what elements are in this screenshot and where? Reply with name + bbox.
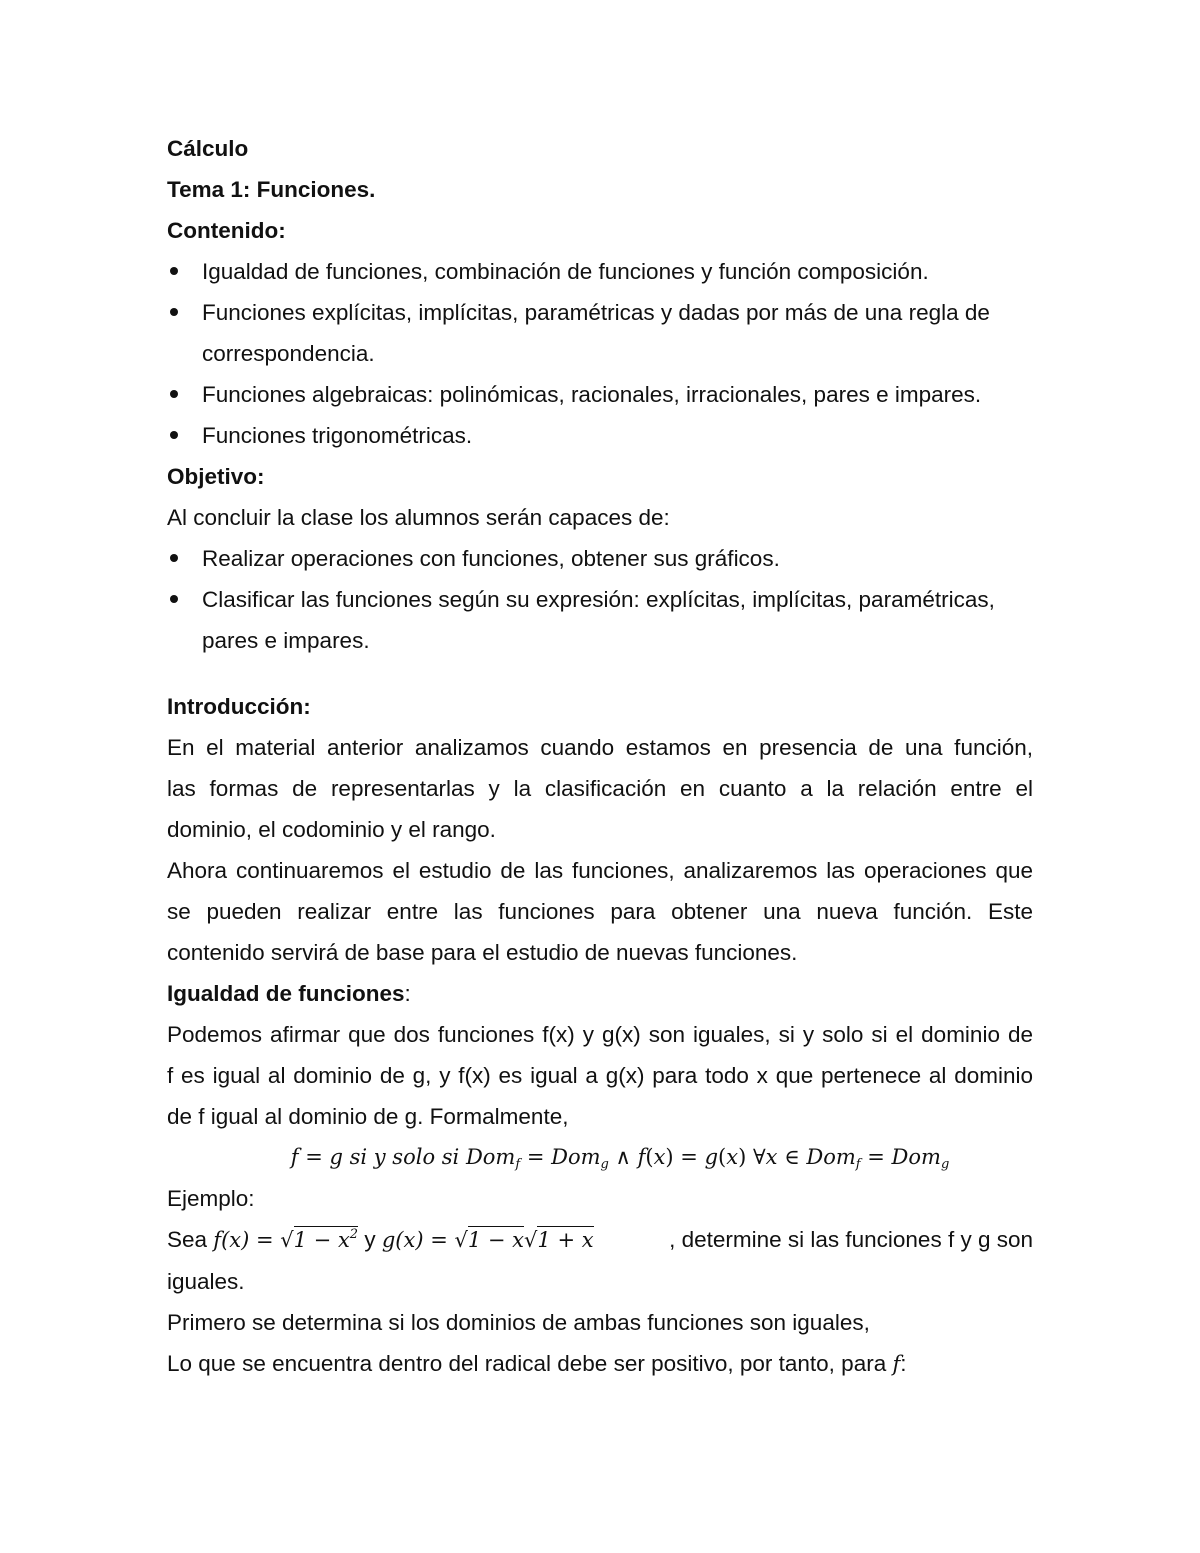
contenido-list <box>167 251 1033 456</box>
paragraph-line: Lo que se encuentra dentro del radical debe ser positivo, por tanto, para f: <box>167 1351 907 1376</box>
paragraph-line: las formas de representarlas y la clasificación en cuanto a la relación entre el <box>167 776 1033 801</box>
igualdad-heading: Igualdad de funciones: <box>167 981 411 1006</box>
bullet-icon <box>170 554 178 562</box>
paragraph-line: se pueden realizar entre las funciones para obtener una nueva función. Este <box>167 899 1033 924</box>
paragraph-line: dominio, el codominio y el rango. <box>167 817 496 842</box>
bullet-icon <box>170 267 178 275</box>
list-item: Igualdad de funciones, combinación de funciones y función composición. <box>167 251 1033 292</box>
paragraph-line: En el material anterior analizamos cuando estamos en presencia de una función, <box>167 735 1033 760</box>
objetivo-intro: Al concluir la clase los alumnos serán capaces de: <box>167 505 670 530</box>
list-item: Funciones explícitas, implícitas, paramétricas y dadas por más de una regla de correspondencia. <box>167 292 1033 374</box>
spacer <box>167 661 1033 686</box>
paragraph-line: f es igual al dominio de g, y f(x) es igual a g(x) para todo x que pertenece al dominio <box>167 1063 1033 1088</box>
bullet-icon <box>170 390 178 398</box>
paragraph-line: Ahora continuaremos el estudio de las funciones, analizaremos las operaciones que <box>167 858 1033 883</box>
bullet-icon <box>170 431 178 439</box>
ejemplo-statement: Sea $f(x) = √1 - x^2$ y g(x) = √1 − x√1 + x , determine si las funciones f y g son <box>167 1227 1033 1252</box>
list-item: Clasificar las funciones según su expresión: explícitas, implícitas, paramétricas, pares e impares. <box>167 579 1033 661</box>
intro-heading: Introducción: <box>167 694 311 719</box>
bullet-icon <box>170 308 178 316</box>
paragraph-line: Primero se determina si los dominios de ambas funciones son iguales, <box>167 1310 870 1335</box>
list-item: Funciones trigonométricas. <box>167 415 1033 456</box>
document-page <box>167 128 1033 1385</box>
ejemplo-label: Ejemplo: <box>167 1186 255 1211</box>
bullet-icon <box>170 595 178 603</box>
paragraph-line: iguales. <box>167 1269 245 1294</box>
list-item: Realizar operaciones con funciones, obtener sus gráficos. <box>167 538 1033 579</box>
paragraph-line: de f igual al dominio de g. Formalmente, <box>167 1104 569 1129</box>
topic-heading: Tema 1: Funciones. <box>167 177 376 202</box>
objetivo-list <box>167 538 1033 661</box>
contenido-heading: Contenido: <box>167 218 286 243</box>
list-item: Funciones algebraicas: polinómicas, racionales, irracionales, pares e impares. <box>167 374 1033 415</box>
paragraph-line: contenido servirá de base para el estudio de nuevas funciones. <box>167 940 798 965</box>
equality-formula: f = g si y solo si Dom$_f$ = Dom$_g$ ∧ f(x) = g(x) ∀x ∈ Dom$_f$ = Dom$_g$ <box>290 1145 950 1172</box>
paragraph-line: Podemos afirmar que dos funciones f(x) y g(x) son iguales, si y solo si el dominio de <box>167 1022 1033 1047</box>
objetivo-heading: Objetivo: <box>167 464 265 489</box>
document-title: Cálculo <box>167 136 249 161</box>
